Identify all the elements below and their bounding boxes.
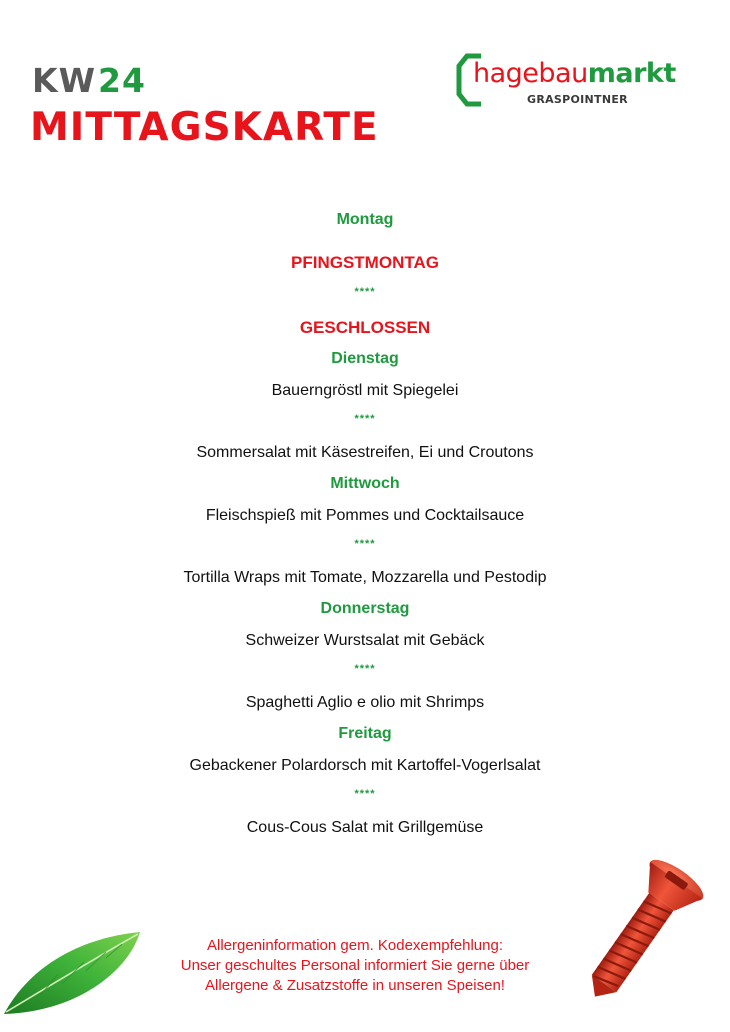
wednesday-dish-2: Tortilla Wraps mit Tomate, Mozzarella und Pestodip bbox=[183, 569, 547, 586]
friday-dish-2: Cous-Cous Salat mit Grillgemüse bbox=[246, 819, 484, 836]
friday-dish-1: Gebackener Polardorsch mit Kartoffel-Vogerlsalat bbox=[189, 757, 541, 774]
allergen-line-1: Allergeninformation gem. Kodexempfehlung: bbox=[206, 937, 503, 954]
monday-holiday: PFINGSTMONTAG bbox=[291, 253, 439, 272]
separator-tuesday: **** bbox=[354, 413, 376, 425]
thursday-dish-2: Spaghetti Aglio e olio mit Shrimps bbox=[245, 694, 485, 711]
tuesday-dish-1: Bauerngröstl mit Spiegelei bbox=[271, 382, 459, 399]
leaf-icon bbox=[0, 926, 150, 1021]
day-wednesday: Mittwoch bbox=[330, 475, 400, 492]
monday-status: GESCHLOSSEN bbox=[299, 318, 431, 337]
logo-word-hagebau: hagebau bbox=[473, 58, 588, 89]
thursday-dish-1: Schweizer Wurstsalat mit Gebäck bbox=[245, 632, 485, 649]
allergen-line-2: Unser geschultes Personal informiert Sie gerne über bbox=[180, 957, 530, 974]
separator-friday: **** bbox=[354, 788, 376, 800]
day-monday: Montag bbox=[336, 211, 394, 228]
hagebau-logo bbox=[455, 52, 705, 112]
week-value: 24 bbox=[97, 61, 146, 100]
separator-wednesday: **** bbox=[354, 538, 376, 550]
logo-word-markt: markt bbox=[587, 58, 676, 89]
wednesday-dish-1: Fleischspieß mit Pommes und Cocktailsauce bbox=[205, 507, 525, 524]
tuesday-dish-2: Sommersalat mit Käsestreifen, Ei und Croutons bbox=[196, 444, 534, 461]
week-label: KW bbox=[32, 61, 96, 100]
separator-monday: **** bbox=[354, 286, 376, 298]
logo-wordmark bbox=[473, 60, 676, 87]
week-number bbox=[32, 61, 146, 100]
day-friday: Freitag bbox=[338, 725, 392, 742]
screw-icon bbox=[578, 858, 708, 1023]
logo-subtitle: GRASPOINTNER bbox=[527, 93, 628, 106]
day-thursday: Donnerstag bbox=[320, 600, 410, 617]
page-title: MITTAGSKARTE bbox=[30, 105, 379, 150]
separator-thursday: **** bbox=[354, 663, 376, 675]
allergen-line-3: Allergene & Zusatzstoffe in unseren Speisen! bbox=[205, 977, 505, 994]
day-tuesday: Dienstag bbox=[331, 350, 399, 367]
allergen-info bbox=[130, 936, 580, 996]
